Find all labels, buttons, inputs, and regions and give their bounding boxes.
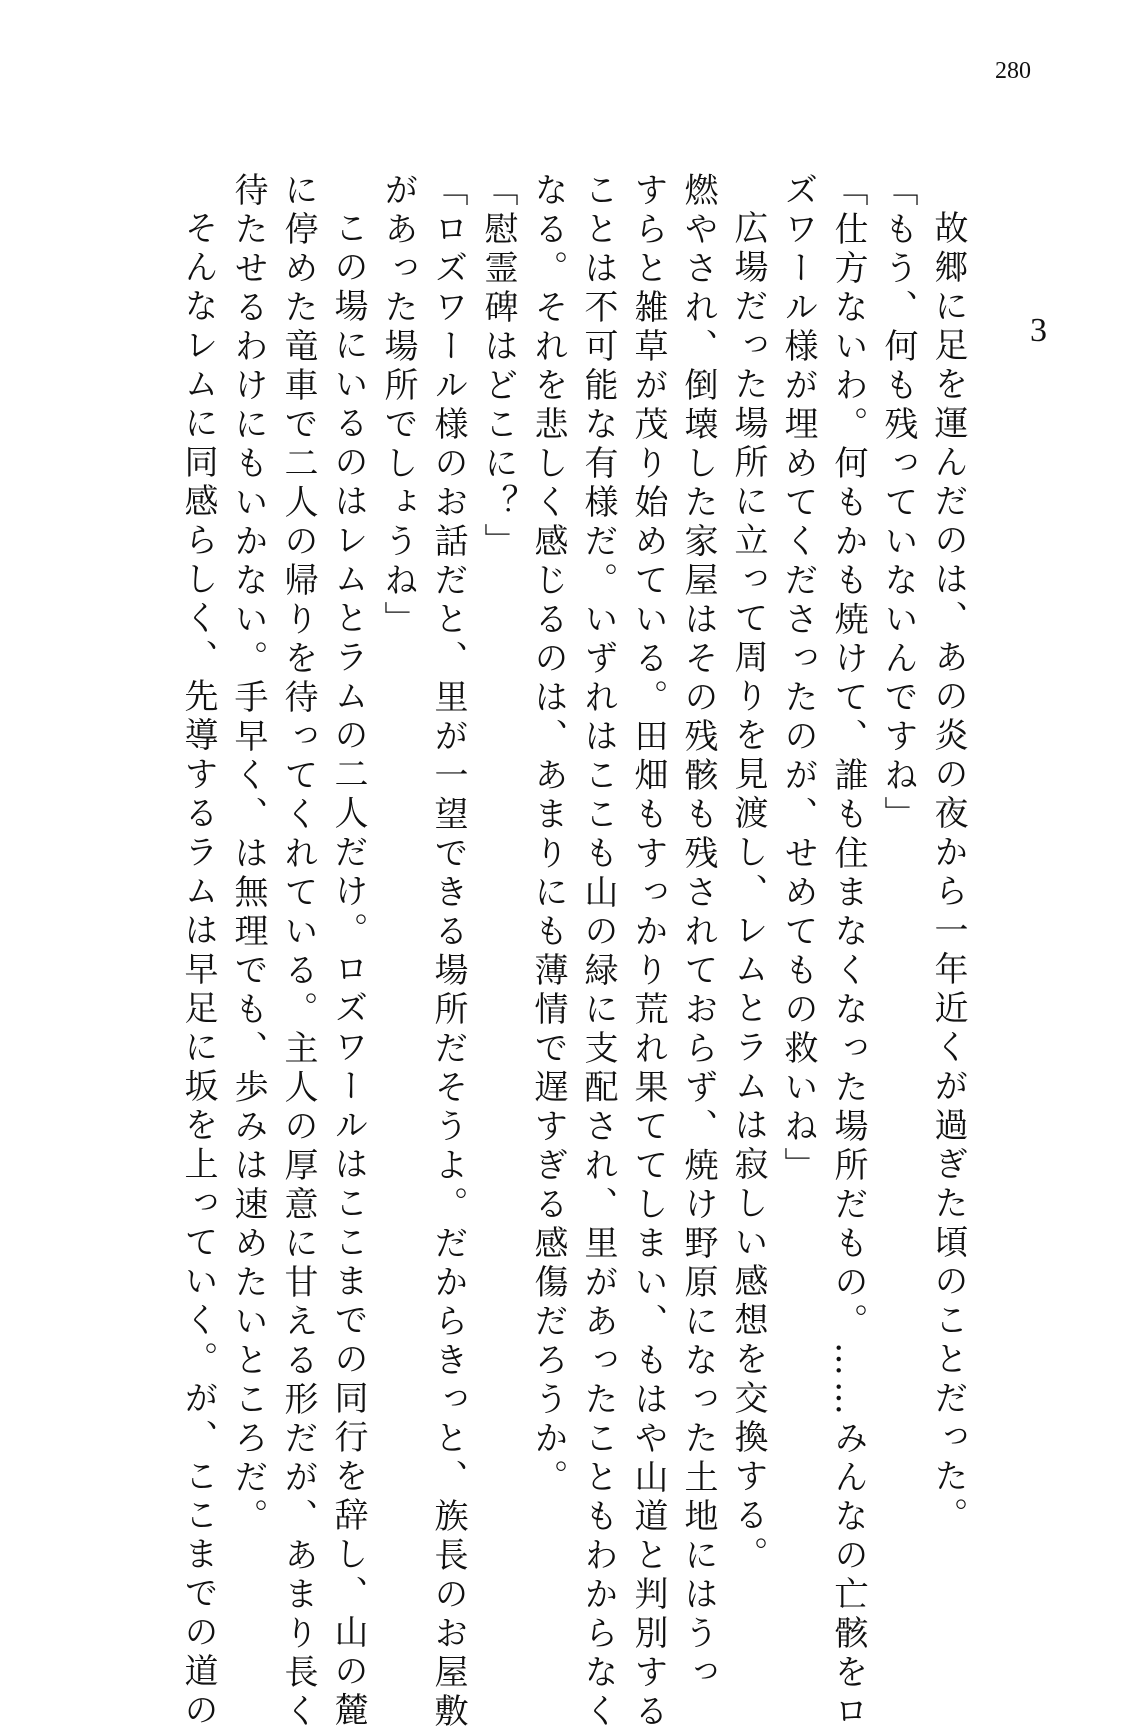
body-text <box>173 172 973 1732</box>
text-line: に停めた竜車で二人の帰りを待ってくれている。主人の厚意に甘える形だが、あまり長く <box>278 172 318 1732</box>
text-line: 「ロズワール様のお話だと、里が一望できる場所だそうよ。だからきっと、族長のお屋敷 <box>428 172 468 1732</box>
text-line: 広場だった場所に立って周りを見渡し、レムとラムは寂しい感想を交換する。 <box>728 210 768 1575</box>
text-line: ことは不可能な有様だ。いずれはここも山の緑に支配され、里があったこともわからなく <box>578 172 618 1732</box>
text-line: すらと雑草が茂り始めている。田畑もすっかり荒れ果ててしまい、もはや山道と判別する <box>628 172 668 1732</box>
text-line: ズワール様が埋めてくださったのが、せめてもの救いね」 <box>778 172 818 1186</box>
text-line: 「慰霊碑はどこに？」 <box>478 172 518 562</box>
text-line: 燃やされ、倒壊した家屋はその残骸も残されておらず、焼け野原になった土地にはうっ <box>678 172 718 1693</box>
text-line: 「仕方ないわ。何もかも焼けて、誰も住まなくなった場所だもの。……みんなの亡骸をロ <box>828 172 868 1732</box>
text-line: 「もう、何も残っていないんですね」 <box>878 172 918 835</box>
text-line: があった場所でしょうね」 <box>378 172 418 640</box>
page-number: 280 <box>995 58 1031 84</box>
text-line: 故郷に足を運んだのは、あの炎の夜から一年近くが過ぎた頃のことだった。 <box>928 210 968 1536</box>
text-line: 待たせるわけにもいかない。手早く、は無理でも、歩みは速めたいところだ。 <box>228 172 268 1537</box>
chapter-number: 3 <box>1030 312 1047 349</box>
text-line: この場にいるのはレムとラムの二人だけ。ロズワールはここまでの同行を辞し、山の麓 <box>328 210 368 1731</box>
text-line: なる。それを悲しく感じるのは、あまりにも薄情で遅すぎる感傷だろうか。 <box>528 172 568 1498</box>
text-line: そんなレムに同感らしく、先導するラムは早足に坂を上っていく。が、ここまでの道の <box>178 210 218 1731</box>
